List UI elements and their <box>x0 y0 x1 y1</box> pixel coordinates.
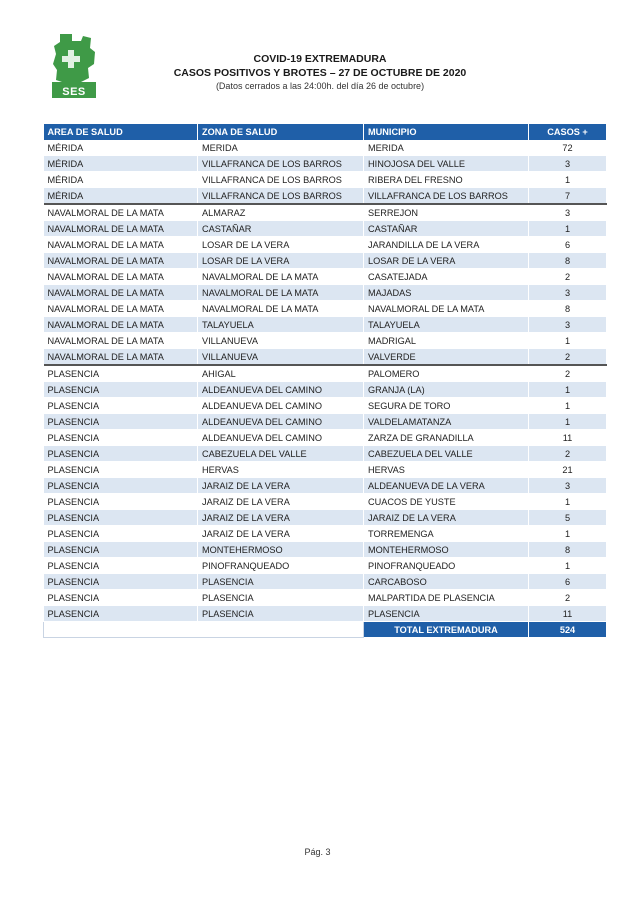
cell-casos: 3 <box>529 285 607 301</box>
table-row <box>44 606 607 622</box>
cell-zona: MERIDA <box>198 140 364 156</box>
cell-casos: 1 <box>529 414 607 430</box>
table-row <box>44 204 607 221</box>
cell-zona: ALDEANUEVA DEL CAMINO <box>198 430 364 446</box>
cell-casos: 21 <box>529 462 607 478</box>
cell-zona: VILLANUEVA <box>198 333 364 349</box>
cell-zona: PLASENCIA <box>198 574 364 590</box>
cell-area: PLASENCIA <box>44 398 198 414</box>
table-row <box>44 494 607 510</box>
cell-municipio: VILLAFRANCA DE LOS BARROS <box>364 188 529 205</box>
cell-municipio: MADRIGAL <box>364 333 529 349</box>
table-row <box>44 526 607 542</box>
document-title: COVID-19 EXTREMADURA <box>253 53 387 65</box>
table-row <box>44 253 607 269</box>
table-row <box>44 349 607 366</box>
cell-zona: PLASENCIA <box>198 606 364 622</box>
cell-casos: 1 <box>529 333 607 349</box>
cell-municipio: PLASENCIA <box>364 606 529 622</box>
cell-area: NAVALMORAL DE LA MATA <box>44 253 198 269</box>
cell-municipio: GRANJA (LA) <box>364 382 529 398</box>
table-row <box>44 156 607 172</box>
cell-municipio: ALDEANUEVA DE LA VERA <box>364 478 529 494</box>
cell-area: NAVALMORAL DE LA MATA <box>44 221 198 237</box>
cell-area: MÉRIDA <box>44 188 198 205</box>
cell-municipio: SEGURA DE TORO <box>364 398 529 414</box>
cell-area: PLASENCIA <box>44 365 198 382</box>
cell-zona: ALMARAZ <box>198 204 364 221</box>
table-row <box>44 462 607 478</box>
document-note: (Datos cerrados a las 24:00h. del día 26 de octubre) <box>215 81 425 91</box>
total-value: 524 <box>529 622 607 638</box>
column-header-area: AREA DE SALUD <box>44 124 198 140</box>
cell-casos: 6 <box>529 574 607 590</box>
cell-area: PLASENCIA <box>44 462 198 478</box>
cell-municipio: RIBERA DEL FRESNO <box>364 172 529 188</box>
cell-area: NAVALMORAL DE LA MATA <box>44 301 198 317</box>
cell-casos: 8 <box>529 542 607 558</box>
cell-municipio: JARAIZ DE LA VERA <box>364 510 529 526</box>
table-row <box>44 590 607 606</box>
cell-municipio: LOSAR DE LA VERA <box>364 253 529 269</box>
cell-casos: 5 <box>529 510 607 526</box>
cell-zona: JARAIZ DE LA VERA <box>198 478 364 494</box>
cell-area: PLASENCIA <box>44 526 198 542</box>
cell-area: PLASENCIA <box>44 510 198 526</box>
cell-area: PLASENCIA <box>44 430 198 446</box>
table-row <box>44 398 607 414</box>
cell-casos: 2 <box>529 446 607 462</box>
cell-zona: PLASENCIA <box>198 590 364 606</box>
cell-area: MÉRIDA <box>44 140 198 156</box>
cell-municipio: ZARZA DE GRANADILLA <box>364 430 529 446</box>
ses-logo <box>50 32 98 98</box>
cell-area: PLASENCIA <box>44 414 198 430</box>
table-row <box>44 269 607 285</box>
cell-casos: 3 <box>529 204 607 221</box>
cell-area: MÉRIDA <box>44 172 198 188</box>
cell-casos: 3 <box>529 317 607 333</box>
cell-casos: 1 <box>529 494 607 510</box>
cell-casos: 1 <box>529 398 607 414</box>
cell-zona: ALDEANUEVA DEL CAMINO <box>198 398 364 414</box>
cell-zona: TALAYUELA <box>198 317 364 333</box>
cell-zona: CABEZUELA DEL VALLE <box>198 446 364 462</box>
cell-zona: LOSAR DE LA VERA <box>198 237 364 253</box>
cell-zona: ALDEANUEVA DEL CAMINO <box>198 382 364 398</box>
cell-area: NAVALMORAL DE LA MATA <box>44 204 198 221</box>
table-row <box>44 140 607 156</box>
cell-municipio: MONTEHERMOSO <box>364 542 529 558</box>
cell-zona: JARAIZ DE LA VERA <box>198 510 364 526</box>
cell-casos: 1 <box>529 221 607 237</box>
total-row <box>44 622 607 638</box>
cell-zona: PINOFRANQUEADO <box>198 558 364 574</box>
cell-casos: 2 <box>529 349 607 366</box>
column-header-casos: CASOS + <box>529 124 607 140</box>
cell-area: NAVALMORAL DE LA MATA <box>44 317 198 333</box>
cell-casos: 6 <box>529 237 607 253</box>
cell-municipio: NAVALMORAL DE LA MATA <box>364 301 529 317</box>
cell-casos: 1 <box>529 558 607 574</box>
cell-casos: 11 <box>529 606 607 622</box>
cell-zona: MONTEHERMOSO <box>198 542 364 558</box>
cell-municipio: VALDELAMATANZA <box>364 414 529 430</box>
table-row <box>44 333 607 349</box>
cell-casos: 2 <box>529 269 607 285</box>
cell-zona: JARAIZ DE LA VERA <box>198 526 364 542</box>
table-row <box>44 478 607 494</box>
cell-zona: AHIGAL <box>198 365 364 382</box>
cell-municipio: CASTAÑAR <box>364 221 529 237</box>
table-row <box>44 446 607 462</box>
cell-casos: 2 <box>529 365 607 382</box>
column-header-municipio: MUNICIPIO <box>364 124 529 140</box>
cell-municipio: MALPARTIDA DE PLASENCIA <box>364 590 529 606</box>
cell-area: PLASENCIA <box>44 542 198 558</box>
cell-casos: 1 <box>529 382 607 398</box>
total-blank-cell <box>44 622 364 638</box>
cell-casos: 8 <box>529 301 607 317</box>
cases-table <box>43 124 607 638</box>
cell-municipio: TORREMENGA <box>364 526 529 542</box>
cell-casos: 2 <box>529 590 607 606</box>
cell-area: NAVALMORAL DE LA MATA <box>44 285 198 301</box>
table-row <box>44 301 607 317</box>
table-row <box>44 430 607 446</box>
cell-casos: 1 <box>529 526 607 542</box>
cell-zona: NAVALMORAL DE LA MATA <box>198 269 364 285</box>
cell-municipio: MAJADAS <box>364 285 529 301</box>
cell-casos: 3 <box>529 156 607 172</box>
total-label: TOTAL EXTREMADURA <box>364 622 529 638</box>
cell-area: PLASENCIA <box>44 606 198 622</box>
cell-municipio: PINOFRANQUEADO <box>364 558 529 574</box>
table-row <box>44 574 607 590</box>
column-header-zona: ZONA DE SALUD <box>198 124 364 140</box>
table-row <box>44 317 607 333</box>
cell-area: MÉRIDA <box>44 156 198 172</box>
cell-area: PLASENCIA <box>44 590 198 606</box>
cell-area: PLASENCIA <box>44 446 198 462</box>
cell-zona: VILLAFRANCA DE LOS BARROS <box>198 188 364 205</box>
table-body <box>44 140 607 638</box>
cell-zona: NAVALMORAL DE LA MATA <box>198 301 364 317</box>
cell-area: NAVALMORAL DE LA MATA <box>44 349 198 366</box>
cell-area: PLASENCIA <box>44 574 198 590</box>
logo-text: SES <box>62 86 86 98</box>
cell-municipio: VALVERDE <box>364 349 529 366</box>
cell-casos: 11 <box>529 430 607 446</box>
table-header-row <box>44 124 607 140</box>
cell-zona: ALDEANUEVA DEL CAMINO <box>198 414 364 430</box>
cell-municipio: TALAYUELA <box>364 317 529 333</box>
document-subtitle: CASOS POSITIVOS Y BROTES – 27 DE OCTUBRE DE 2020 <box>173 67 467 79</box>
table-row <box>44 414 607 430</box>
cell-zona: NAVALMORAL DE LA MATA <box>198 285 364 301</box>
cell-municipio: HINOJOSA DEL VALLE <box>364 156 529 172</box>
cell-area: PLASENCIA <box>44 558 198 574</box>
cell-municipio: CASATEJADA <box>364 269 529 285</box>
cell-municipio: CARCABOSO <box>364 574 529 590</box>
table-row <box>44 285 607 301</box>
cell-area: PLASENCIA <box>44 478 198 494</box>
cell-area: NAVALMORAL DE LA MATA <box>44 237 198 253</box>
table-row <box>44 365 607 382</box>
cell-municipio: HERVAS <box>364 462 529 478</box>
cell-municipio: JARANDILLA DE LA VERA <box>364 237 529 253</box>
table-row <box>44 542 607 558</box>
cell-area: NAVALMORAL DE LA MATA <box>44 269 198 285</box>
cell-zona: CASTAÑAR <box>198 221 364 237</box>
table-row <box>44 172 607 188</box>
cell-zona: LOSAR DE LA VERA <box>198 253 364 269</box>
page-number: Pág. 3 <box>304 847 331 857</box>
table-row <box>44 558 607 574</box>
table-row <box>44 221 607 237</box>
document-header <box>120 52 520 93</box>
cell-municipio: CUACOS DE YUSTE <box>364 494 529 510</box>
cell-area: NAVALMORAL DE LA MATA <box>44 333 198 349</box>
table-row <box>44 382 607 398</box>
cell-casos: 7 <box>529 188 607 205</box>
cell-zona: VILLAFRANCA DE LOS BARROS <box>198 156 364 172</box>
cell-casos: 1 <box>529 172 607 188</box>
cell-area: PLASENCIA <box>44 382 198 398</box>
cell-zona: VILLAFRANCA DE LOS BARROS <box>198 172 364 188</box>
cell-municipio: MERIDA <box>364 140 529 156</box>
cell-zona: HERVAS <box>198 462 364 478</box>
cell-municipio: SERREJON <box>364 204 529 221</box>
table-row <box>44 510 607 526</box>
cell-casos: 3 <box>529 478 607 494</box>
cell-municipio: CABEZUELA DEL VALLE <box>364 446 529 462</box>
cell-casos: 72 <box>529 140 607 156</box>
table-row <box>44 237 607 253</box>
cell-casos: 8 <box>529 253 607 269</box>
cell-zona: VILLANUEVA <box>198 349 364 366</box>
cell-municipio: PALOMERO <box>364 365 529 382</box>
table-row <box>44 188 607 205</box>
cell-area: PLASENCIA <box>44 494 198 510</box>
cell-zona: JARAIZ DE LA VERA <box>198 494 364 510</box>
